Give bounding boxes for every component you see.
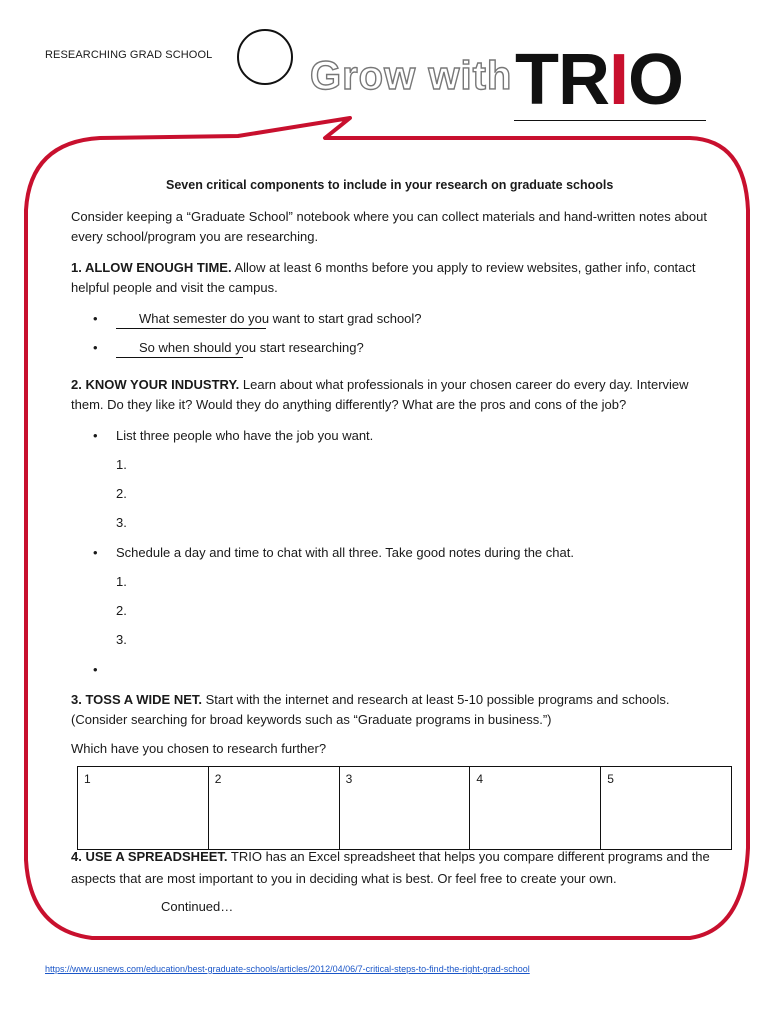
page-header-label: RESEARCHING GRAD SCHOOL <box>45 49 213 61</box>
answer-blank[interactable] <box>116 343 243 358</box>
list-number: 3. <box>116 632 127 647</box>
logo-tr: TR <box>515 40 609 120</box>
logo-grow-with: Grow with <box>310 54 513 98</box>
page-title: Seven critical components to include in your research on graduate schools <box>166 178 614 192</box>
bullet-text: So when should you start researching? <box>139 340 364 355</box>
section-3-question: Which have you chosen to research further? <box>71 741 327 756</box>
programs-table <box>77 766 732 850</box>
table-row <box>78 767 732 850</box>
section-2-text: Learn about what professionals in your chosen career do every day. Interview them. Do they like it? Would they do anything differently? What are the pros and cons of the job? <box>71 377 689 412</box>
answer-blank[interactable] <box>116 314 266 329</box>
list-number: 2. <box>116 603 127 618</box>
list-number: 3. <box>116 515 127 530</box>
logo-o: O <box>628 40 684 120</box>
intro-paragraph: Consider keeping a “Graduate School” notebook where you can collect materials and hand-written notes about every school/program you are researching. <box>71 209 707 244</box>
section-1-heading: 1. ALLOW ENOUGH TIME. <box>71 260 232 275</box>
list-number: 1. <box>116 574 127 589</box>
section-1-text: Allow at least 6 months before you apply to review websites, gather info, contact helpful people and visit the campus. <box>71 260 696 295</box>
continued-label: Continued… <box>161 899 234 914</box>
table-cell[interactable]: 5 <box>601 767 732 850</box>
section-4-text: TRIO has an Excel spreadsheet that helps you compare different programs and the aspects that are most important to you in deciding what is best. Or feel free to create your own. <box>71 849 710 886</box>
section-3-text: Start with the internet and research at least 5-10 possible programs and schools. (Consider searching for broad keywords such as “Graduate programs in business.”) <box>71 692 670 727</box>
list-number: 1. <box>116 457 127 472</box>
table-cell[interactable]: 1 <box>78 767 209 850</box>
bullet-text: What semester do you want to start grad school? <box>139 311 422 326</box>
table-cell[interactable]: 3 <box>339 767 470 850</box>
logo-i: I <box>608 40 628 120</box>
table-cell[interactable]: 2 <box>208 767 339 850</box>
section-3-heading: 3. TOSS A WIDE NET. <box>71 692 202 707</box>
list-number: 2. <box>116 486 127 501</box>
bullet-text: Schedule a day and time to chat with all three. Take good notes during the chat. <box>116 545 574 560</box>
section-1 <box>71 258 721 297</box>
section-4-heading: 4. USE A SPREADSHEET. <box>71 849 228 864</box>
section-3 <box>71 690 721 729</box>
table-cell[interactable]: 4 <box>470 767 601 850</box>
section-2-heading: 2. KNOW YOUR INDUSTRY. <box>71 377 240 392</box>
bullet-text: List three people who have the job you want. <box>116 428 374 443</box>
section-4 <box>71 846 721 890</box>
section-2 <box>71 375 721 414</box>
source-link[interactable]: https://www.usnews.com/education/best-graduate-schools/articles/2012/04/06/7-critical-steps-to-find-the-right-grad-school <box>45 964 530 974</box>
